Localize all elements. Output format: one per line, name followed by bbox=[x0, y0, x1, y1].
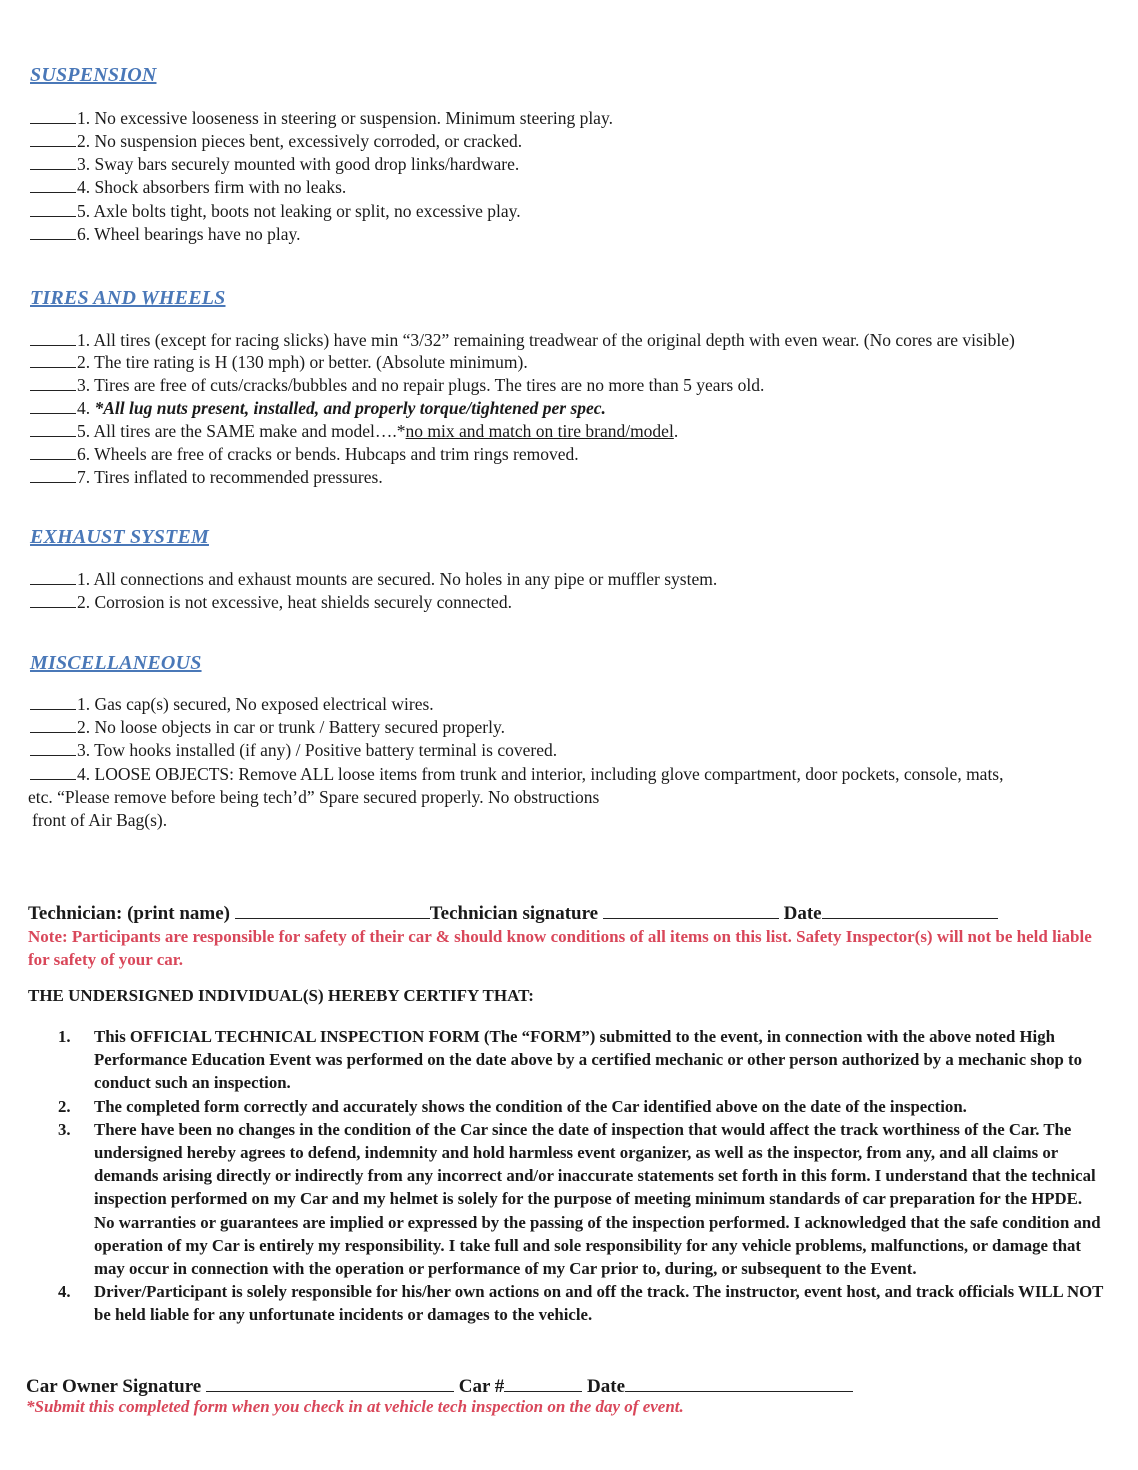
certification-list bbox=[58, 1025, 1104, 1327]
liability-note: Note: Participants are responsible for safety of their car & should know conditions of all items on this list. Safety Inspector(s) will not be held liable for safety of your car. bbox=[28, 927, 1092, 969]
check-blank[interactable] bbox=[30, 373, 76, 391]
item-text-underlined: no mix and match on tire brand/model bbox=[405, 421, 674, 441]
check-blank[interactable] bbox=[30, 396, 76, 414]
car-number-label: Car # bbox=[458, 1376, 505, 1397]
car-number-field[interactable] bbox=[504, 1373, 582, 1392]
check-blank[interactable] bbox=[30, 328, 76, 346]
checklist-item-continuation: front of Air Bag(s). bbox=[32, 810, 168, 830]
check-blank[interactable] bbox=[30, 222, 76, 240]
technician-date-field[interactable] bbox=[822, 900, 998, 919]
item-text: 5. All tires are the SAME make and model….* bbox=[77, 421, 406, 441]
checklist-item-continuation: etc. “Please remove before being tech’d” Spare secured properly. No obstructions bbox=[28, 787, 600, 807]
item-text: 1. Gas cap(s) secured, No exposed electrical wires. bbox=[77, 694, 434, 714]
checklist-item bbox=[30, 396, 606, 420]
certification-item bbox=[58, 1280, 1104, 1326]
certification-text: This OFFICIAL TECHNICAL INSPECTION FORM (The “FORM”) submitted to the event, in connection with the above noted High Performance Education Event was performed on the date above by a certified mechanic or other person authorized by a mechanic shop to conduct such an inspection. bbox=[94, 1027, 1082, 1093]
certification-text: The completed form correctly and accurately shows the condition of the Car identified above on the date of the inspection. bbox=[94, 1096, 967, 1116]
checklist-item bbox=[30, 129, 522, 153]
technician-signature-row bbox=[28, 900, 998, 925]
certification-number: 3. bbox=[58, 1119, 71, 1139]
item-text: 3. Tow hooks installed (if any) / Positive battery terminal is covered. bbox=[77, 740, 558, 760]
checklist-item bbox=[30, 715, 505, 739]
item-text: 6. Wheel bearings have no play. bbox=[77, 224, 301, 244]
check-blank[interactable] bbox=[30, 106, 76, 124]
item-text: 7. Tires inflated to recommended pressures. bbox=[77, 467, 383, 487]
certification-item bbox=[58, 1025, 1104, 1095]
checklist-item bbox=[30, 465, 383, 489]
check-blank[interactable] bbox=[30, 762, 76, 780]
section-heading-tires-and-wheels: TIRES AND WHEELS bbox=[30, 287, 226, 309]
owner-signature-label: Car Owner Signature bbox=[26, 1376, 202, 1397]
checklist-item bbox=[30, 419, 678, 443]
owner-signature-field[interactable] bbox=[206, 1373, 454, 1392]
item-text-emphasis: *All lug nuts present, installed, and properly torque/tightened per spec. bbox=[94, 398, 606, 418]
section-heading-suspension: SUSPENSION bbox=[30, 64, 157, 86]
check-blank[interactable] bbox=[30, 738, 76, 756]
item-text: 6. Wheels are free of cracks or bends. Hubcaps and trim rings removed. bbox=[77, 444, 579, 464]
owner-signature-row bbox=[26, 1373, 853, 1398]
item-text: 1. No excessive looseness in steering or suspension. Minimum steering play. bbox=[77, 108, 613, 128]
item-text: 5. Axle bolts tight, boots not leaking or split, no excessive play. bbox=[77, 201, 521, 221]
certification-number: 2. bbox=[58, 1096, 71, 1116]
certification-number: 4. bbox=[58, 1282, 71, 1302]
item-number: 4. bbox=[77, 398, 95, 418]
item-text: 2. The tire rating is H (130 mph) or better. (Absolute minimum). bbox=[77, 352, 528, 372]
checklist-item bbox=[30, 350, 528, 374]
item-text: 4. Shock absorbers firm with no leaks. bbox=[77, 177, 347, 197]
certification-item bbox=[58, 1118, 1104, 1280]
technician-signature-field[interactable] bbox=[603, 900, 779, 919]
check-blank[interactable] bbox=[30, 567, 76, 585]
checklist-item bbox=[30, 106, 613, 130]
checklist-item bbox=[30, 328, 1015, 352]
checklist-item bbox=[30, 199, 521, 223]
check-blank[interactable] bbox=[30, 199, 76, 217]
item-text: 3. Sway bars securely mounted with good drop links/hardware. bbox=[77, 154, 520, 174]
section-heading-exhaust-system: EXHAUST SYSTEM bbox=[30, 526, 209, 548]
check-blank[interactable] bbox=[30, 419, 76, 437]
checklist-item bbox=[30, 373, 764, 397]
check-blank[interactable] bbox=[30, 152, 76, 170]
checklist-item bbox=[30, 567, 717, 591]
item-text: 2. No loose objects in car or trunk / Battery secured properly. bbox=[77, 717, 505, 737]
submit-instruction: *Submit this completed form when you check in at vehicle tech inspection on the day of event. bbox=[26, 1397, 684, 1416]
technician-print-name-label: Technician: (print name) bbox=[28, 903, 230, 924]
check-blank[interactable] bbox=[30, 692, 76, 710]
check-blank[interactable] bbox=[30, 590, 76, 608]
checklist-item bbox=[30, 738, 557, 762]
item-text: 1. All connections and exhaust mounts are secured. No holes in any pipe or muffler system. bbox=[77, 569, 718, 589]
technician-print-name-field[interactable] bbox=[235, 900, 430, 919]
certify-heading: THE UNDERSIGNED INDIVIDUAL(S) HEREBY CERTIFY THAT: bbox=[28, 986, 534, 1005]
check-blank[interactable] bbox=[30, 442, 76, 460]
certification-text: There have been no changes in the condition of the Car since the date of inspection that would affect the track worthiness of the Car. The undersigned hereby agrees to defend, indemnity and hold harmless event organizer, as well as the inspector, from any, and all claims or demands arising directly or indirectly from any incorrect and/or inaccurate statements set forth in this form. I understand that the technical inspection performed on my Car and my helmet is solely for the purpose of meeting minimum standards of car preparation for the HPDE. No warranties or guarantees are implied or expressed by the passing of the inspection performed. I acknowledged that the safe condition and operation of my Car is entirely my responsibility. I take full and sole responsibility for any vehicle problems, malfunctions, or damage that may occur in connection with the operation or performance of my Car prior to, during, or subsequent to the Event. bbox=[94, 1119, 1101, 1279]
item-text: 4. LOOSE OBJECTS: Remove ALL loose items from trunk and interior, including glove compartment, door pockets, console, mats, bbox=[77, 764, 1004, 784]
checklist-item bbox=[30, 762, 1004, 786]
check-blank[interactable] bbox=[30, 129, 76, 147]
checklist-item bbox=[30, 175, 346, 199]
check-blank[interactable] bbox=[30, 350, 76, 368]
item-text: 2. No suspension pieces bent, excessively corroded, or cracked. bbox=[77, 131, 523, 151]
item-text: 1. All tires (except for racing slicks) have min “3/32” remaining treadwear of the original depth with even wear. (No cores are visible) bbox=[77, 330, 1015, 350]
owner-date-field[interactable] bbox=[625, 1373, 853, 1392]
section-heading-miscellaneous: MISCELLANEOUS bbox=[30, 652, 202, 674]
check-blank[interactable] bbox=[30, 175, 76, 193]
checklist-item bbox=[30, 222, 301, 246]
check-blank[interactable] bbox=[30, 715, 76, 733]
certification-item bbox=[58, 1095, 1104, 1118]
certification-number: 1. bbox=[58, 1027, 71, 1046]
check-blank[interactable] bbox=[30, 465, 76, 483]
certification-text: Driver/Participant is solely responsible for his/her own actions on and off the track. The instructor, event host, and track officials WILL NOT be held liable for any unfortunate incidents or damages to the vehicle. bbox=[94, 1282, 1104, 1325]
owner-date-label: Date bbox=[587, 1376, 626, 1397]
technician-date-label: Date bbox=[783, 903, 822, 924]
checklist-item bbox=[30, 692, 434, 716]
item-text: . bbox=[673, 421, 679, 441]
checklist-item bbox=[30, 152, 519, 176]
checklist-item bbox=[30, 590, 512, 614]
checklist-item bbox=[30, 442, 579, 466]
item-text: 2. Corrosion is not excessive, heat shields securely connected. bbox=[77, 592, 512, 612]
item-text: 3. Tires are free of cuts/cracks/bubbles and no repair plugs. The tires are no more than 5 years old. bbox=[77, 375, 765, 395]
technician-signature-label: Technician signature bbox=[429, 903, 599, 924]
